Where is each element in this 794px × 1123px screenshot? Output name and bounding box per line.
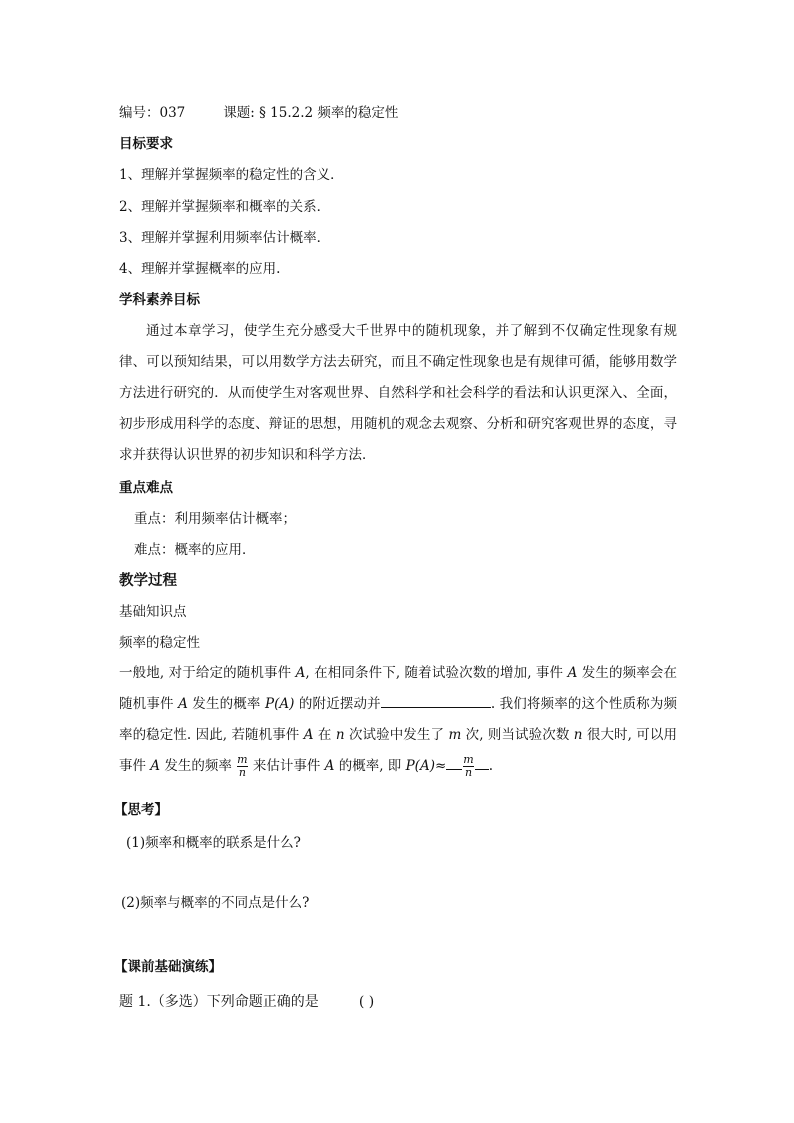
keypoints-heading: 重点难点 — [119, 480, 173, 496]
fill-blank-1[interactable] — [381, 695, 491, 708]
literacy-paragraph: 通过本章学习，使学生充分感受大千世界中的随机现象，并了解到不仅确定性现象有规律、可以预知结果，可以用数学方法去研究，而且不确定性现象也是有规律可循，能够用数学方法进行研究的．从而使学生对客观世界、自然科学和社会科学的看法和认识更深入、全面，初步形成用科学的态度、辩证的思想，用随机的观念去观察、分析和研究客观世界的态度，寻求并获得认识世界的初步知识和科学方法． — [119, 323, 677, 463]
objective-item-3: 3、理解并掌握利用频率估计概率． — [119, 230, 331, 246]
objective-item-1: 1、理解并掌握频率的稳定性的含义． — [119, 167, 344, 183]
topic-heading: 频率的稳定性 — [119, 635, 200, 651]
answer-fraction: $\frac{m}{n}$ — [463, 753, 474, 779]
process-heading: 教学过程 — [119, 572, 177, 589]
fill-blank-2-right — [475, 757, 489, 770]
literacy-heading: 学科素养目标 — [119, 292, 200, 308]
fraction-m-over-n: $\frac{m}{n}$ — [237, 753, 248, 779]
stability-paragraph: 一般地, 对于给定的随机事件 A, 在相同条件下, 随着试验次数的增加, 事件 A 发生的频率会在随机事件 A 发生的概率 P(A) 的附近摆动并 . 我们将频率的这个性质称为频率的稳定性. 因此, 若随机事件 A 在 n 次试验中发生了 m 次, 则当试验次数 n 很大时, 可以用事件 A 发生的频率 $\frac{m}{n}$ 来估计事件 A 的概率, 即 P(A)≈ $\frac{m}{n}$ . — [119, 665, 677, 779]
objectives-heading: 目标要求 — [119, 136, 173, 152]
lesson-topic: 课题: § 15.2.2 频率的稳定性 — [223, 105, 399, 121]
practice-heading: 【课前基础演练】 — [114, 959, 222, 975]
objective-item-4: 4、理解并掌握概率的应用. — [119, 261, 281, 277]
fill-blank-2-left — [446, 757, 462, 770]
objective-item-2: 2、理解并掌握频率和概率的关系． — [119, 199, 331, 215]
thinking-question-2: (2)频率与概率的不同点是什么? — [121, 895, 310, 911]
answer-parentheses[interactable]: ( ) — [358, 994, 375, 1010]
basics-heading: 基础知识点 — [119, 604, 187, 620]
thinking-question-1: (1)频率和概率的联系是什么? — [126, 835, 301, 851]
thinking-heading: 【思考】 — [114, 802, 168, 818]
key-point: 重点：利用频率估计概率； — [134, 511, 296, 527]
practice-question-1: 题 1.（多选）下列命题正确的是 ( ) — [119, 994, 375, 1010]
doc-number: 编号：037 — [119, 105, 186, 121]
difficulty-point: 难点：概率的应用． — [134, 542, 256, 558]
header-line — [119, 104, 398, 122]
